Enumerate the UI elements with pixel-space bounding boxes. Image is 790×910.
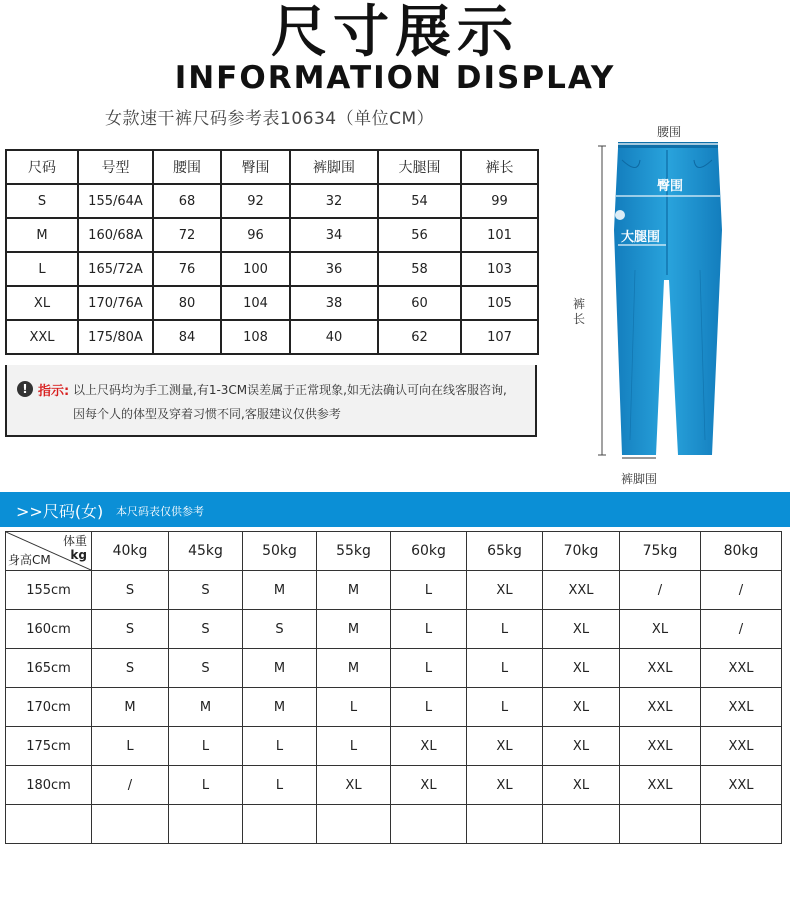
height-weight-size-table (5, 531, 782, 844)
recommended-size-cell: M (317, 571, 391, 610)
recommended-size-cell: XL (391, 727, 467, 766)
size-row (6, 320, 538, 354)
recommended-size-cell: L (467, 610, 543, 649)
recommended-size-cell: L (391, 610, 467, 649)
recommended-size-cell: XL (317, 766, 391, 805)
recommended-size-cell (391, 805, 467, 844)
size-cell: 38 (290, 286, 378, 320)
recommended-size-cell: M (243, 688, 317, 727)
height-cell: 155cm (6, 571, 92, 610)
size-cell: 165/72A (78, 252, 153, 286)
waist-label: 腰围 (657, 125, 682, 139)
size-cell: 92 (221, 184, 290, 218)
recommended-size-cell: M (317, 610, 391, 649)
size-row (6, 184, 538, 218)
size-cell: 104 (221, 286, 290, 320)
weight-header-cell: 60kg (391, 532, 467, 571)
height-row (6, 649, 782, 688)
size-column-header: 号型 (78, 150, 153, 184)
size-cell: 107 (461, 320, 538, 354)
recommended-size-cell: L (391, 649, 467, 688)
recommended-size-cell: M (169, 688, 243, 727)
page-title: 尺寸展示 (271, 0, 519, 65)
recommended-size-cell: XXL (620, 766, 701, 805)
weight-header-cell: 70kg (543, 532, 620, 571)
size-cell: 155/64A (78, 184, 153, 218)
recommended-size-cell: XL (543, 766, 620, 805)
recommended-size-cell (317, 805, 391, 844)
recommended-size-cell: S (92, 649, 169, 688)
size-cell: XXL (6, 320, 78, 354)
thigh-label: 大腿围 (621, 230, 661, 245)
size-cell: 68 (153, 184, 221, 218)
hip-label: 臀围 (657, 179, 684, 194)
recommended-size-cell: XXL (620, 727, 701, 766)
recommended-size-cell: L (169, 727, 243, 766)
size-cell: L (6, 252, 78, 286)
recommended-size-cell: M (92, 688, 169, 727)
size-cell: 80 (153, 286, 221, 320)
size-column-header: 臀围 (221, 150, 290, 184)
recommended-size-cell: M (317, 649, 391, 688)
recommended-size-cell: XL (467, 571, 543, 610)
height-cell: 180cm (6, 766, 92, 805)
height-cell: 165cm (6, 649, 92, 688)
size-cell: 56 (378, 218, 461, 252)
recommended-size-cell: XXL (701, 766, 782, 805)
recommended-size-cell: L (243, 766, 317, 805)
size-cell: 101 (461, 218, 538, 252)
size-cell: 96 (221, 218, 290, 252)
weight-header-cell: 55kg (317, 532, 391, 571)
height-row (6, 805, 782, 844)
size-cell: 84 (153, 320, 221, 354)
height-cell: 175cm (6, 727, 92, 766)
length-label: 裤长 (573, 297, 586, 326)
recommended-size-cell: L (317, 688, 391, 727)
height-row (6, 688, 782, 727)
recommended-size-cell (543, 805, 620, 844)
size-column-header: 裤脚围 (290, 150, 378, 184)
recommended-size-cell: XL (543, 727, 620, 766)
size-cell: 170/76A (78, 286, 153, 320)
corner-height-label: 身高CM (8, 553, 51, 567)
recommended-size-cell: L (391, 688, 467, 727)
size-chart-table (5, 149, 539, 355)
size-cell: 36 (290, 252, 378, 286)
recommended-size-cell: M (243, 649, 317, 688)
size-cell: XL (6, 286, 78, 320)
size-cell: 76 (153, 252, 221, 286)
size-cell: M (6, 218, 78, 252)
info-icon: ! (17, 381, 33, 397)
size-column-header: 大腿围 (378, 150, 461, 184)
recommended-size-cell: S (169, 610, 243, 649)
size-cell: S (6, 184, 78, 218)
recommended-size-cell: XXL (620, 649, 701, 688)
corner-cell (6, 532, 92, 571)
recommended-size-cell: XXL (701, 727, 782, 766)
size-cell: 160/68A (78, 218, 153, 252)
recommended-size-cell: S (169, 571, 243, 610)
height-row (6, 766, 782, 805)
recommended-size-cell: M (243, 571, 317, 610)
notice-label: 指示: (38, 384, 70, 399)
recommended-size-cell: L (391, 571, 467, 610)
size-cell: 105 (461, 286, 538, 320)
weight-header-cell: 75kg (620, 532, 701, 571)
recommended-size-cell: XXL (543, 571, 620, 610)
recommended-size-cell (701, 805, 782, 844)
size-cell: 32 (290, 184, 378, 218)
recommended-size-cell: S (92, 610, 169, 649)
size-cell: 100 (221, 252, 290, 286)
height-row (6, 571, 782, 610)
size-cell: 54 (378, 184, 461, 218)
measurement-notice (5, 365, 537, 437)
size-column-header: 尺码 (6, 150, 78, 184)
recommended-size-cell: XL (467, 766, 543, 805)
weight-header-cell: 80kg (701, 532, 782, 571)
weight-header-row (6, 532, 782, 571)
size-cell: 108 (221, 320, 290, 354)
recommended-size-cell (620, 805, 701, 844)
recommended-size-cell: L (467, 688, 543, 727)
size-recommendation-note: 本尺码表仅供参考 (116, 505, 204, 518)
size-cell: 103 (461, 252, 538, 286)
size-recommendation-bar (0, 492, 790, 527)
weight-header-cell: 40kg (92, 532, 169, 571)
recommended-size-cell (467, 805, 543, 844)
recommended-size-cell: S (92, 571, 169, 610)
weight-header-cell: 45kg (169, 532, 243, 571)
recommended-size-cell (92, 805, 169, 844)
height-row (6, 610, 782, 649)
size-cell: 99 (461, 184, 538, 218)
recommended-size-cell: XL (543, 649, 620, 688)
recommended-size-cell: / (620, 571, 701, 610)
recommended-size-cell: / (701, 571, 782, 610)
weight-header-cell: 50kg (243, 532, 317, 571)
size-cell: 34 (290, 218, 378, 252)
size-table-header-row (6, 150, 538, 184)
height-cell: 170cm (6, 688, 92, 727)
page-subtitle: INFORMATION DISPLAY (174, 60, 616, 96)
recommended-size-cell: XL (543, 688, 620, 727)
size-row (6, 252, 538, 286)
size-cell: 62 (378, 320, 461, 354)
recommended-size-cell: XXL (701, 649, 782, 688)
recommended-size-cell (169, 805, 243, 844)
recommended-size-cell: / (92, 766, 169, 805)
recommended-size-cell: L (169, 766, 243, 805)
recommended-size-cell: L (92, 727, 169, 766)
recommended-size-cell: S (169, 649, 243, 688)
size-cell: 175/80A (78, 320, 153, 354)
height-row (6, 727, 782, 766)
corner-weight-label: 体重 kg (62, 534, 87, 562)
hem-label: 裤脚围 (621, 472, 658, 486)
recommended-size-cell: L (243, 727, 317, 766)
recommended-size-cell: XL (543, 610, 620, 649)
recommended-size-cell: XXL (620, 688, 701, 727)
size-row (6, 218, 538, 252)
recommended-size-cell: L (467, 649, 543, 688)
notice-text-line-2: 因每个人的体型及穿着习惯不同,客服建议仅供参考 (73, 407, 341, 421)
recommended-size-cell: XL (391, 766, 467, 805)
recommended-size-cell: / (701, 610, 782, 649)
height-cell (6, 805, 92, 844)
recommended-size-cell (243, 805, 317, 844)
recommended-size-cell: S (243, 610, 317, 649)
recommended-size-cell: XL (467, 727, 543, 766)
notice-text-line-1: 以上尺码均为手工测量,有1-3CM误差属于正常现象,如无法确认可向在线客服咨询, (73, 383, 507, 397)
height-cell: 160cm (6, 610, 92, 649)
weight-header-cell: 65kg (467, 532, 543, 571)
recommended-size-cell: L (317, 727, 391, 766)
size-table-caption: 女款速干裤尺码参考表10634（单位CM） (105, 109, 435, 129)
size-cell: 72 (153, 218, 221, 252)
size-cell: 58 (378, 252, 461, 286)
size-cell: 40 (290, 320, 378, 354)
size-column-header: 裤长 (461, 150, 538, 184)
size-recommendation-title: >>尺码(女) (16, 502, 104, 521)
recommended-size-cell: XXL (701, 688, 782, 727)
size-column-header: 腰围 (153, 150, 221, 184)
size-cell: 60 (378, 286, 461, 320)
size-row (6, 286, 538, 320)
pants-diagram (560, 120, 790, 490)
recommended-size-cell: XL (620, 610, 701, 649)
